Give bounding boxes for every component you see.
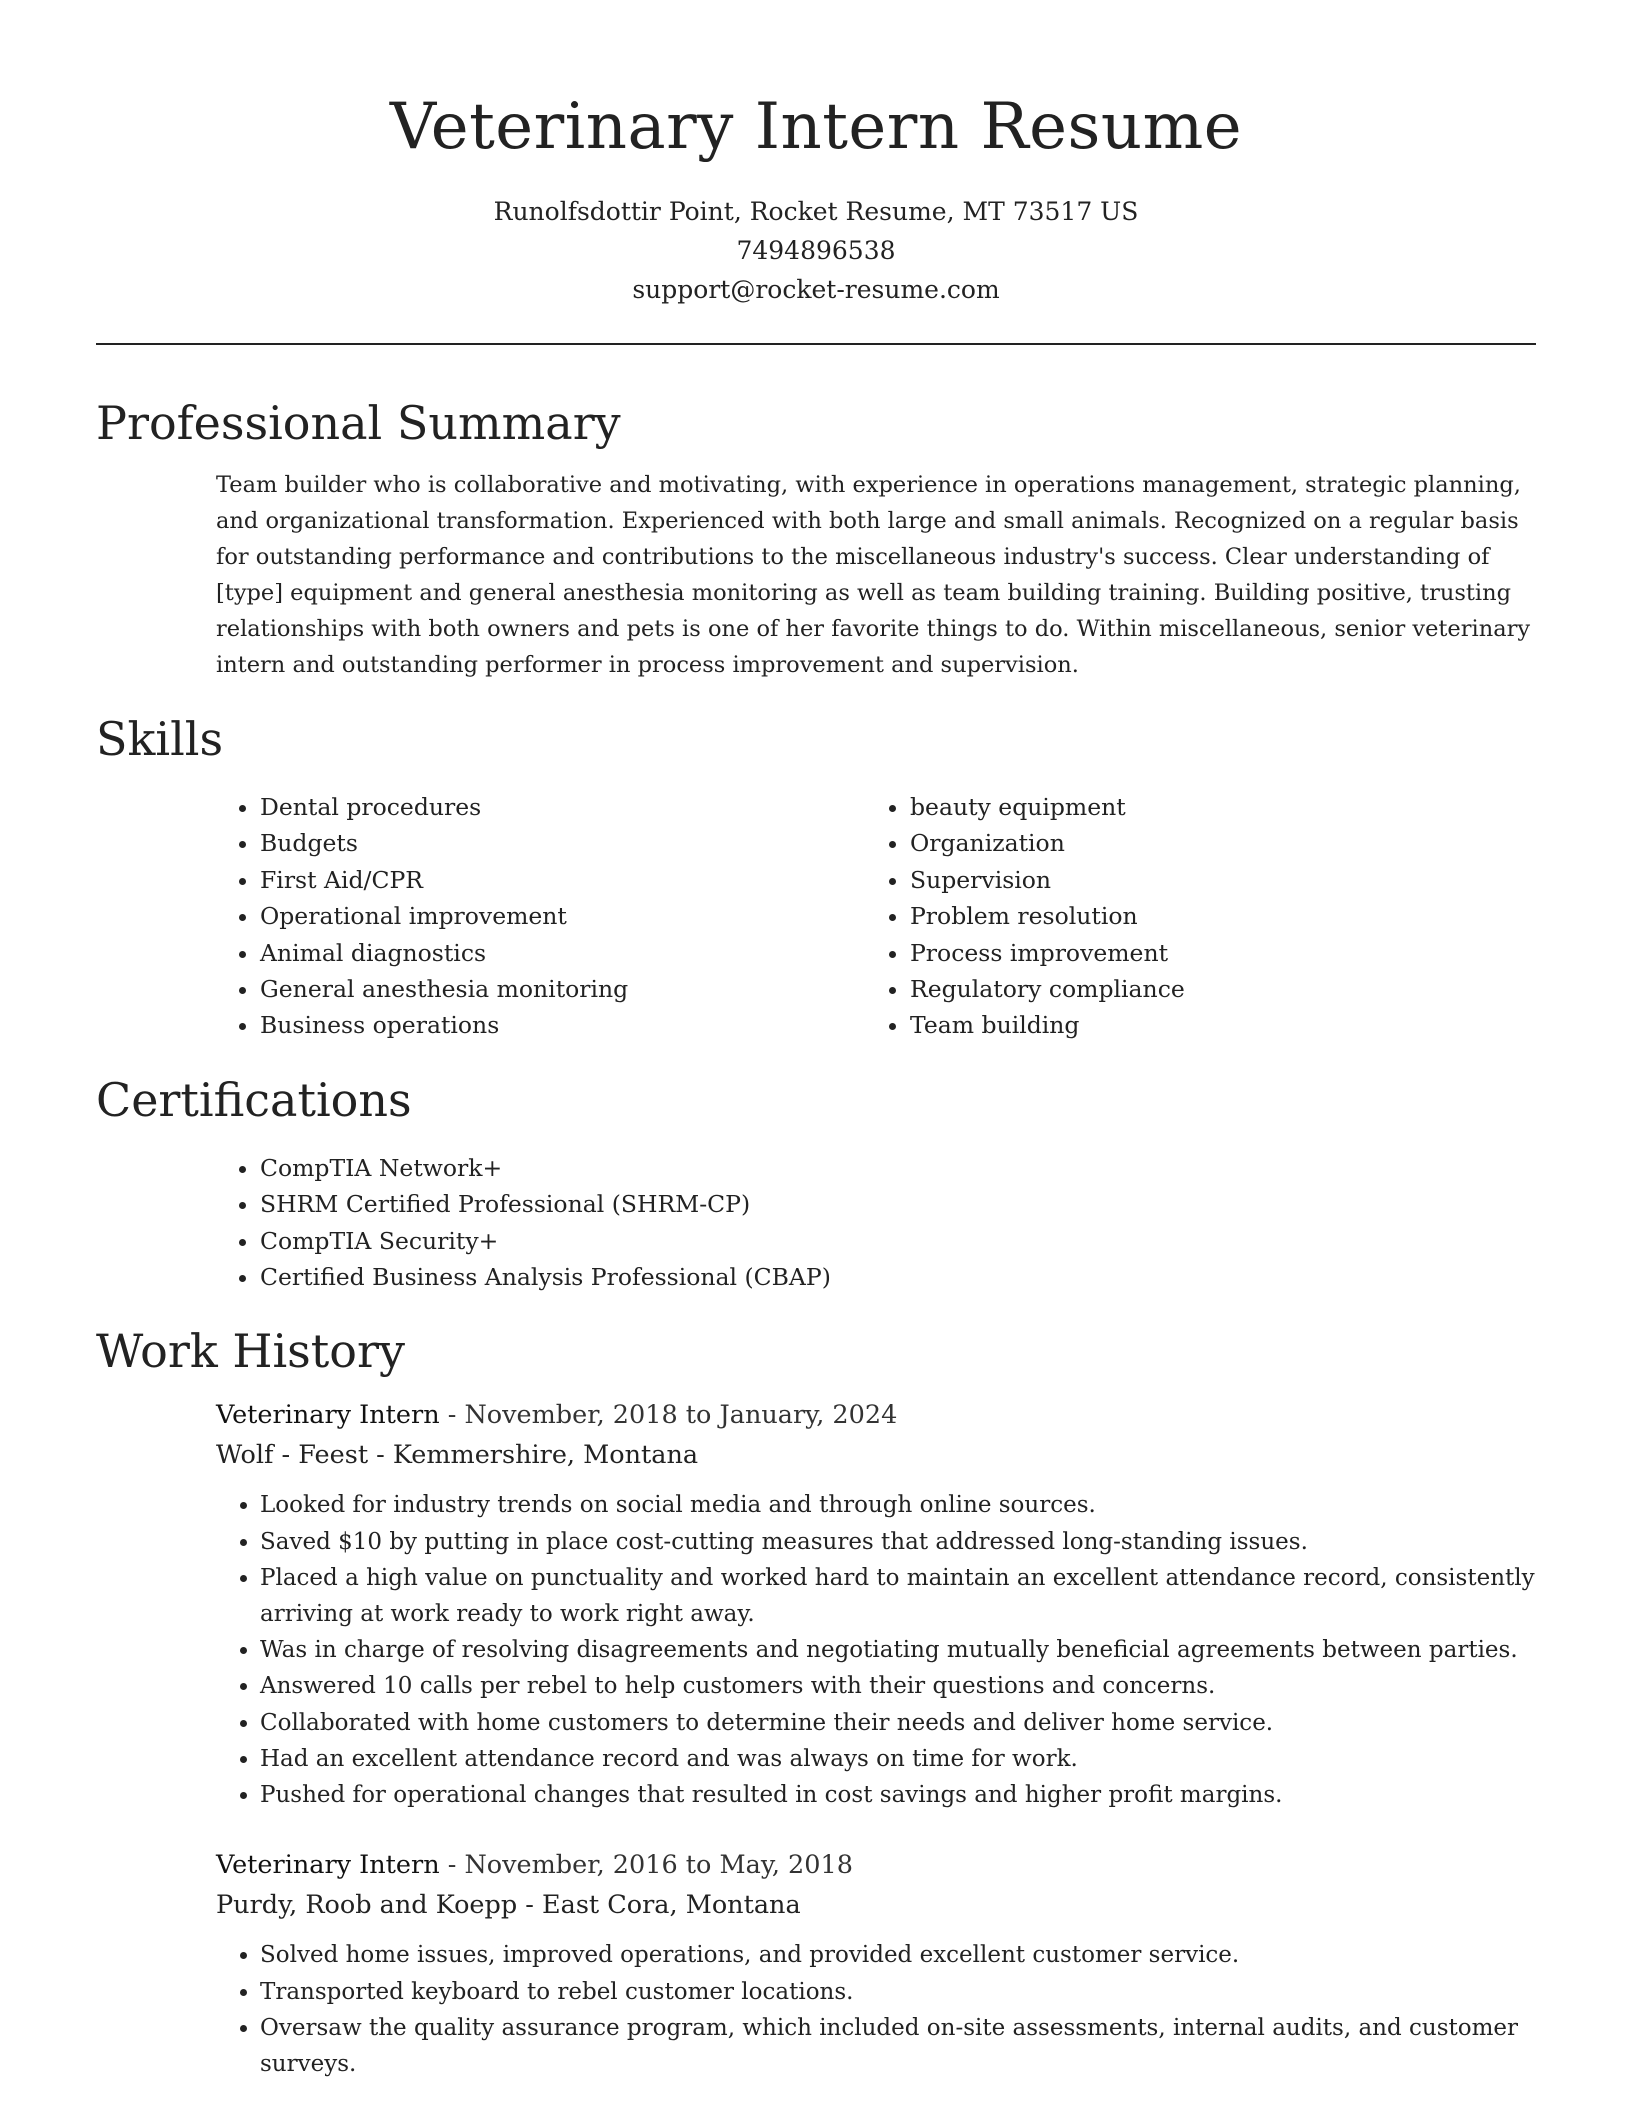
skill-item: • General anesthesia monitoring bbox=[260, 971, 746, 1007]
skills-list-left bbox=[96, 789, 746, 1044]
skill-item: • Organization bbox=[910, 825, 1410, 861]
skill-item: • Animal diagnostics bbox=[260, 935, 746, 971]
job-duty: • Was in charge of resolving disagreements and negotiating mutually beneficial agreements between parties. bbox=[260, 1632, 1536, 1668]
job-separator: - bbox=[439, 1400, 465, 1431]
skill-item: • Problem resolution bbox=[910, 898, 1410, 934]
work-history-heading: Work History bbox=[96, 1324, 405, 1379]
certification-item: • CompTIA Network+ bbox=[260, 1150, 1536, 1186]
job-role: Veterinary Intern bbox=[216, 1850, 440, 1881]
job-dates: November, 2016 to May, 2018 bbox=[464, 1850, 853, 1881]
job-duties-list bbox=[216, 1487, 1536, 1813]
contact-email: support@rocket-resume.com bbox=[632, 275, 1000, 304]
certification-item: • SHRM Certified Professional (SHRM-CP) bbox=[260, 1186, 1536, 1222]
skill-item: • First Aid/CPR bbox=[260, 862, 746, 898]
certifications-heading: Certifications bbox=[96, 1072, 412, 1127]
skills-heading: Skills bbox=[96, 712, 224, 766]
summary-heading: Professional Summary bbox=[96, 396, 621, 450]
job-separator: - bbox=[439, 1850, 465, 1881]
job-duty: • Collaborated with home customers to determine their needs and deliver home service. bbox=[260, 1705, 1536, 1741]
job-duty: • Had an excellent attendance record and was always on time for work. bbox=[260, 1741, 1536, 1777]
skill-item: • Budgets bbox=[260, 825, 746, 861]
job-role: Veterinary Intern bbox=[216, 1400, 440, 1431]
skill-item: • Business operations bbox=[260, 1007, 746, 1043]
job-duty: • Placed a high value on punctuality and worked hard to maintain an excellent attendance record, consistently arriving at work ready to work right away. bbox=[260, 1560, 1536, 1632]
job-duty: • Looked for industry trends on social media and through online sources. bbox=[260, 1487, 1536, 1523]
work-history-section bbox=[96, 1321, 1536, 2082]
job-entry bbox=[216, 1845, 1536, 2082]
skill-item: • Dental procedures bbox=[260, 789, 746, 825]
summary-text: Team builder who is collaborative and motivating, with experience in operations management, strategic planning, and organizational transformation. Experienced with both large and small animals. Recognized on a regular basis for outstanding performance and contributions to the miscellaneous industry's success. Clear understanding of [type] equipment and general anesthesia monitoring as well as team building training. Building positive, trusting relationships with both owners and pets is one of her favorite things to do. Within miscellaneous, senior veterinary intern and outstanding performer in process improvement and supervision. bbox=[216, 472, 1531, 678]
job-duty: • Oversaw the quality assurance program, which included on-site assessments, internal audits, and customer surveys. bbox=[260, 2010, 1536, 2082]
certifications-section bbox=[96, 1070, 1536, 1296]
skill-item: • Supervision bbox=[910, 862, 1410, 898]
job-duty: • Pushed for operational changes that resulted in cost savings and higher profit margins. bbox=[260, 1777, 1536, 1813]
skills-section bbox=[96, 709, 1536, 1044]
resume-page bbox=[96, 0, 1536, 2082]
job-duty: • Answered 10 calls per rebel to help customers with their questions and concerns. bbox=[260, 1668, 1536, 1704]
job-entry bbox=[216, 1395, 1536, 1813]
skill-item: • Process improvement bbox=[910, 935, 1410, 971]
skill-item: • Regulatory compliance bbox=[910, 971, 1410, 1007]
skills-columns bbox=[96, 789, 1536, 1044]
resume-header bbox=[96, 0, 1536, 309]
contact-address: Runolfsdottir Point, Rocket Resume, MT 73517 US bbox=[493, 197, 1139, 226]
job-title-line bbox=[216, 1395, 1536, 1435]
certification-item: • Certified Business Analysis Professional (CBAP) bbox=[260, 1259, 1536, 1295]
skill-item: • beauty equipment bbox=[910, 789, 1410, 825]
job-duty: • Saved $10 by putting in place cost-cutting measures that addressed long-standing issues. bbox=[260, 1524, 1536, 1560]
contact-block bbox=[96, 192, 1536, 309]
job-company: Wolf - Feest - Kemmershire, Montana bbox=[216, 1440, 699, 1471]
summary-section bbox=[96, 393, 1536, 683]
certifications-list bbox=[96, 1150, 1536, 1296]
skill-item: • Operational improvement bbox=[260, 898, 746, 934]
job-duty: • Solved home issues, improved operations, and provided excellent customer service. bbox=[260, 1937, 1536, 1973]
certification-item: • CompTIA Security+ bbox=[260, 1223, 1536, 1259]
contact-phone: 7494896538 bbox=[736, 236, 896, 265]
job-duty: • Transported keyboard to rebel customer locations. bbox=[260, 1974, 1536, 2010]
job-company: Purdy, Roob and Koepp - East Cora, Montana bbox=[216, 1890, 801, 1921]
job-dates: November, 2018 to January, 2024 bbox=[464, 1400, 898, 1431]
skills-list-right bbox=[746, 789, 1410, 1044]
header-divider bbox=[96, 343, 1536, 345]
job-duties-list bbox=[216, 1937, 1536, 2082]
job-title-line bbox=[216, 1845, 1536, 1885]
resume-title: Veterinary Intern Resume bbox=[389, 90, 1243, 164]
skill-item: • Team building bbox=[910, 1007, 1410, 1043]
